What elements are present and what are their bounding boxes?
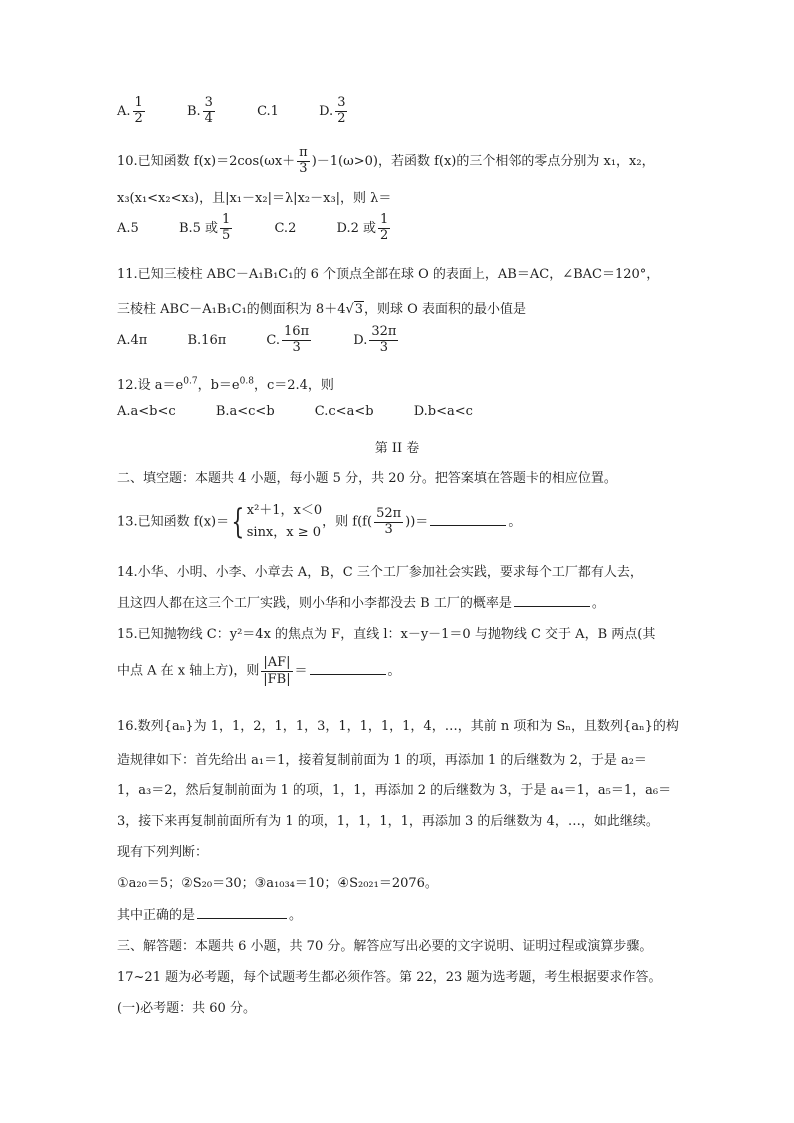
q11-option-d: D. $\frac{32\pi}{3}$ xyxy=(353,324,397,355)
q16-line3: 1，a₃＝2，然后复制前面为 1 的项，1，1，再添加 2 的后继数为 3，于是 a₄＝1，a₅＝1，a₆＝ xyxy=(117,783,672,798)
q12-option-c: C.c<a<b xyxy=(314,404,374,419)
q12-option-a: A.a<b<c xyxy=(117,404,176,419)
q16-line1: 16.数列{aₙ}为 1，1，2，1，1，3，1，1，1，1，4，…，其前 n 项和为 Sₙ，且数列{aₙ}的构 xyxy=(117,719,679,734)
sqrt-symbol: √ xyxy=(345,302,354,317)
q15-stem-line1: 15.已知抛物线 C：y²＝4x 的焦点为 F，直线 l：x－y－1＝0 与抛物线 C 交于 A，B 两点(其 xyxy=(117,627,656,642)
q12-option-d: D.b<a<c xyxy=(413,404,473,419)
piecewise-cases: x²＋1，x＜0 sinx，x ≥ 0 xyxy=(246,503,323,540)
answer-blank[interactable] xyxy=(514,596,590,607)
q9-option-b: B. $\frac{3}{4}$ xyxy=(186,95,213,126)
q11-option-b: B.16π xyxy=(187,332,227,348)
q9-options xyxy=(117,96,385,127)
q9-option-c: C.1 xyxy=(257,103,279,119)
answer-blank[interactable] xyxy=(310,664,386,675)
q16-line2: 造规律如下：首先给出 a₁＝1，接着复制前面为 1 的项，再添加 1 的后继数为 2，于是 a₂＝ xyxy=(117,753,647,768)
part3-line1: 三、解答题：本题共 6 小题，共 70 分。解答应写出必要的文字说明、证明过程或演算步骤。 xyxy=(117,939,653,954)
q11-stem-line1: 11.已知三棱柱 ABC－A₁B₁C₁的 6 个顶点全部在球 O 的表面上，AB＝AC，∠BAC＝120°， xyxy=(117,267,660,282)
q11-option-a: A.4π xyxy=(117,332,148,348)
q10-option-a: A.5 xyxy=(117,220,139,236)
q13-stem: 13.已知函数 f(x)＝{ x²＋1，x＜0 sinx，x ≥ 0 ，则 f(f( $\frac{52\pi}{3}$ ))＝ 。 xyxy=(117,502,522,542)
section-title: 第 II 卷 xyxy=(374,441,420,456)
q12-option-b: B.a<c<b xyxy=(215,404,275,419)
q11-options xyxy=(117,325,436,356)
q16-line7: 其中正确的是 。 xyxy=(117,908,303,923)
q10-option-b: B.5 或 $\frac{1}{5}$ xyxy=(178,212,231,243)
part2-heading: 二、填空题：本题共 4 小题，每小题 5 分，共 20 分。把答案填在答题卡的相应位置。 xyxy=(117,471,617,486)
answer-blank[interactable] xyxy=(197,908,287,919)
q9-option-a: A. $\frac{1}{2}$ xyxy=(117,95,143,126)
q15-stem-line2: 中点 A 在 x 轴上方)，则 $\frac{|AF|}{|FB|}$ ＝ 。 xyxy=(117,655,401,687)
q14-stem-line2: 且这四人都在这三个工厂实践，则小华和小李都没去 B 工厂的概率是 。 xyxy=(117,596,605,611)
part3-line2: 17~21 题为必考题，每个试题考生都必须作答。第 22，23 题为选考题，考生根据要求作答。 xyxy=(117,970,662,985)
q10-option-c: C.2 xyxy=(274,220,297,236)
answer-blank[interactable] xyxy=(430,515,506,526)
q10-options xyxy=(117,213,428,244)
q9-option-d: D. $\frac{3}{2}$ xyxy=(319,95,346,126)
q12-options xyxy=(117,404,509,419)
q10-stem-line2: x₃(x₁<x₂<x₃)，且|x₁－x₂|＝λ|x₂－x₃|，则 λ＝ xyxy=(117,191,392,206)
part3-line3: (一)必考题：共 60 分。 xyxy=(117,1001,256,1016)
brace-symbol: { xyxy=(231,502,245,542)
q16-line4: 3，接下来再复制前面所有为 1 的项，1，1，1，1，再添加 3 的后继数为 4，…，如此继续。 xyxy=(117,814,659,829)
q12-stem: 12.设 $a=e^{0.7}$，$b=e^{0.8}$，c＝2.4，则 xyxy=(117,376,334,393)
q14-stem-line1: 14.小华、小明、小李、小章去 A，B，C 三个工厂参加社会实践，要求每个工厂都有人去， xyxy=(117,565,643,580)
q16-line6: ①a₂₀＝5；②S₂₀＝30；③a₁₀₃₄＝10；④S₂₀₂₁＝2076。 xyxy=(117,876,438,891)
q10-option-d: D.2 或 $\frac{1}{2}$ xyxy=(336,212,389,243)
q16-line5: 现有下列判断： xyxy=(117,845,209,860)
q11-option-c: C. $\frac{16\pi}{3}$ xyxy=(266,324,310,355)
q11-stem-line2: 三棱柱 ABC－A₁B₁C₁的侧面积为 8＋4√3，则球 O 表面积的最小值是 xyxy=(117,302,526,317)
q10-stem-line1: 10.已知函数 f(x)＝2cos(ωx＋ $\frac{\pi}{3}$ )－1(ω>0)，若函数 f(x)的三个相邻的零点分别为 x₁，x₂， xyxy=(117,145,655,176)
